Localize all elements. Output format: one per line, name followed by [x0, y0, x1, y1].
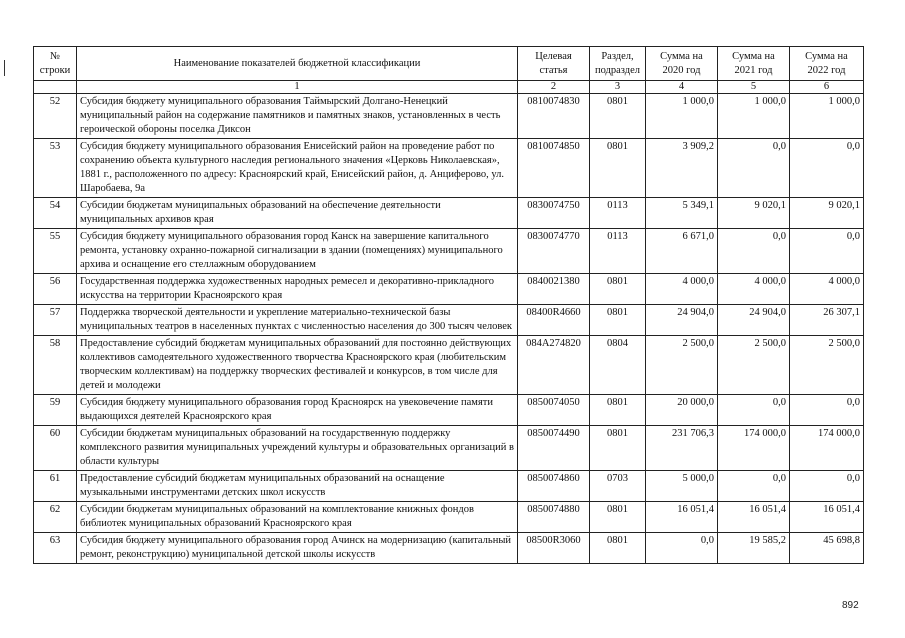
section-code: 0801: [590, 274, 646, 305]
indicator-name: Субсидия бюджету муниципального образования город Ачинск на модернизацию (капитальный ремонт, реконструкцию) муниципальной детской школы искусств: [77, 533, 518, 564]
sum-2022: 0,0: [790, 139, 864, 198]
table-row: [34, 336, 864, 395]
header-sum-2022: Сумма на 2022 год: [790, 47, 864, 81]
column-index: [34, 81, 77, 94]
section-code: 0113: [590, 229, 646, 274]
header-indicator-name: Наименование показателей бюджетной классификации: [77, 47, 518, 81]
sum-2022: 0,0: [790, 395, 864, 426]
sum-2020: 4 000,0: [646, 274, 718, 305]
header-section: Раздел, подраздел: [590, 47, 646, 81]
indicator-name: Субсидия бюджету муниципального образования Енисейский район на проведение работ по сохранению объекта культурного наследия регионального значения «Церковь Николаевская», 1881 г., расположенного по адресу: Красноярский край, Енисейский район, д. Анциферово, ул. Шаробаева, 9а: [77, 139, 518, 198]
table-row: [34, 274, 864, 305]
section-code: 0703: [590, 471, 646, 502]
sum-2021: 24 904,0: [718, 305, 790, 336]
table-body: [34, 94, 864, 564]
row-number: 55: [34, 229, 77, 274]
row-number: 60: [34, 426, 77, 471]
target-article-code: 0810074850: [518, 139, 590, 198]
sum-2021: 0,0: [718, 395, 790, 426]
indicator-name: Поддержка творческой деятельности и укрепление материально-технической базы муниципальных театров в населенных пунктах с численностью населения до 300 тысяч человек: [77, 305, 518, 336]
table-row: [34, 229, 864, 274]
row-number: 54: [34, 198, 77, 229]
target-article-code: 0850074050: [518, 395, 590, 426]
sum-2020: 5 000,0: [646, 471, 718, 502]
column-index: 2: [518, 81, 590, 94]
sum-2021: 19 585,2: [718, 533, 790, 564]
row-number: 57: [34, 305, 77, 336]
table-header: [34, 47, 864, 94]
row-number: 62: [34, 502, 77, 533]
column-index: 1: [77, 81, 518, 94]
target-article-code: 0830074750: [518, 198, 590, 229]
table-row: [34, 471, 864, 502]
target-article-code: 0830074770: [518, 229, 590, 274]
table-row: [34, 395, 864, 426]
column-index: 4: [646, 81, 718, 94]
sum-2021: 0,0: [718, 229, 790, 274]
column-index: 3: [590, 81, 646, 94]
indicator-name: Субсидии бюджетам муниципальных образований на обеспечение деятельности муниципальных архивов края: [77, 198, 518, 229]
sum-2022: 45 698,8: [790, 533, 864, 564]
sum-2021: 4 000,0: [718, 274, 790, 305]
target-article-code: 0840021380: [518, 274, 590, 305]
sum-2022: 1 000,0: [790, 94, 864, 139]
sum-2022: 16 051,4: [790, 502, 864, 533]
sum-2020: 20 000,0: [646, 395, 718, 426]
row-number: 52: [34, 94, 77, 139]
indicator-name: Предоставление субсидий бюджетам муниципальных образований для постоянно действующих коллективов самодеятельного художественного творчества Красноярского края (любительским творческим коллективам) на поддержку творческих фестивалей и конкурсов, в том числе для детей и молодежи: [77, 336, 518, 395]
sum-2020: 24 904,0: [646, 305, 718, 336]
sum-2020: 3 909,2: [646, 139, 718, 198]
sum-2021: 2 500,0: [718, 336, 790, 395]
sum-2020: 16 051,4: [646, 502, 718, 533]
section-code: 0801: [590, 502, 646, 533]
table-row: [34, 139, 864, 198]
header-row-number: № строки: [34, 47, 77, 81]
page-number: 892: [842, 600, 859, 611]
table-row: [34, 426, 864, 471]
row-number: 59: [34, 395, 77, 426]
sum-2022: 0,0: [790, 229, 864, 274]
section-code: 0801: [590, 305, 646, 336]
table-row: [34, 502, 864, 533]
budget-table-sheet: [33, 46, 863, 564]
row-number: 53: [34, 139, 77, 198]
sum-2021: 9 020,1: [718, 198, 790, 229]
table-row: [34, 94, 864, 139]
sum-2021: 174 000,0: [718, 426, 790, 471]
sum-2021: 16 051,4: [718, 502, 790, 533]
sum-2022: 0,0: [790, 471, 864, 502]
indicator-name: Субсидии бюджетам муниципальных образований на государственную поддержку комплексного развития муниципальных учреждений культуры и образовательных организаций в области культуры: [77, 426, 518, 471]
target-article-code: 08400R4660: [518, 305, 590, 336]
column-index: 5: [718, 81, 790, 94]
indicator-name: Субсидии бюджетам муниципальных образований на комплектование книжных фондов библиотек муниципальных образований Красноярского края: [77, 502, 518, 533]
sum-2021: 1 000,0: [718, 94, 790, 139]
sum-2020: 5 349,1: [646, 198, 718, 229]
section-code: 0801: [590, 533, 646, 564]
section-code: 0804: [590, 336, 646, 395]
sum-2022: 4 000,0: [790, 274, 864, 305]
target-article-code: 08500R3060: [518, 533, 590, 564]
indicator-name: Субсидия бюджету муниципального образования город Красноярск на увековечение памяти выдающихся деятелей Красноярского края: [77, 395, 518, 426]
row-number: 56: [34, 274, 77, 305]
indicator-name: Предоставление субсидий бюджетам муниципальных образований на оснащение музыкальными инструментами детских школ искусств: [77, 471, 518, 502]
section-code: 0113: [590, 198, 646, 229]
section-code: 0801: [590, 94, 646, 139]
sum-2020: 1 000,0: [646, 94, 718, 139]
section-code: 0801: [590, 139, 646, 198]
column-index-row: [34, 81, 864, 94]
sum-2021: 0,0: [718, 471, 790, 502]
row-number: 58: [34, 336, 77, 395]
sum-2020: 6 671,0: [646, 229, 718, 274]
sum-2020: 231 706,3: [646, 426, 718, 471]
row-number: 61: [34, 471, 77, 502]
header-target-article: Целевая статья: [518, 47, 590, 81]
sum-2020: 0,0: [646, 533, 718, 564]
sum-2021: 0,0: [718, 139, 790, 198]
header-sum-2021: Сумма на 2021 год: [718, 47, 790, 81]
table-row: [34, 533, 864, 564]
table-row: [34, 198, 864, 229]
target-article-code: 0850074880: [518, 502, 590, 533]
section-code: 0801: [590, 426, 646, 471]
sum-2022: 26 307,1: [790, 305, 864, 336]
row-number: 63: [34, 533, 77, 564]
section-code: 0801: [590, 395, 646, 426]
indicator-name: Субсидия бюджету муниципального образования Таймырский Долгано-Ненецкий муниципальный район на содержание памятников и памятных знаков, установленных в честь героической обороны поселка Диксон: [77, 94, 518, 139]
sum-2022: 2 500,0: [790, 336, 864, 395]
budget-table: [33, 46, 864, 564]
indicator-name: Государственная поддержка художественных народных ремесел и декоративно-прикладного искусства на территории Красноярского края: [77, 274, 518, 305]
target-article-code: 0850074860: [518, 471, 590, 502]
sum-2020: 2 500,0: [646, 336, 718, 395]
target-article-code: 084А274820: [518, 336, 590, 395]
page-edge-mark: [4, 60, 5, 76]
table-row: [34, 305, 864, 336]
sum-2022: 174 000,0: [790, 426, 864, 471]
column-index: 6: [790, 81, 864, 94]
sum-2022: 9 020,1: [790, 198, 864, 229]
target-article-code: 0850074490: [518, 426, 590, 471]
indicator-name: Субсидия бюджету муниципального образования город Канск на завершение капитального ремонта, установку охранно-пожарной сигнализации в здании (помещениях) муниципального архива и оснащение его стеллажным оборудованием: [77, 229, 518, 274]
header-sum-2020: Сумма на 2020 год: [646, 47, 718, 81]
target-article-code: 0810074830: [518, 94, 590, 139]
